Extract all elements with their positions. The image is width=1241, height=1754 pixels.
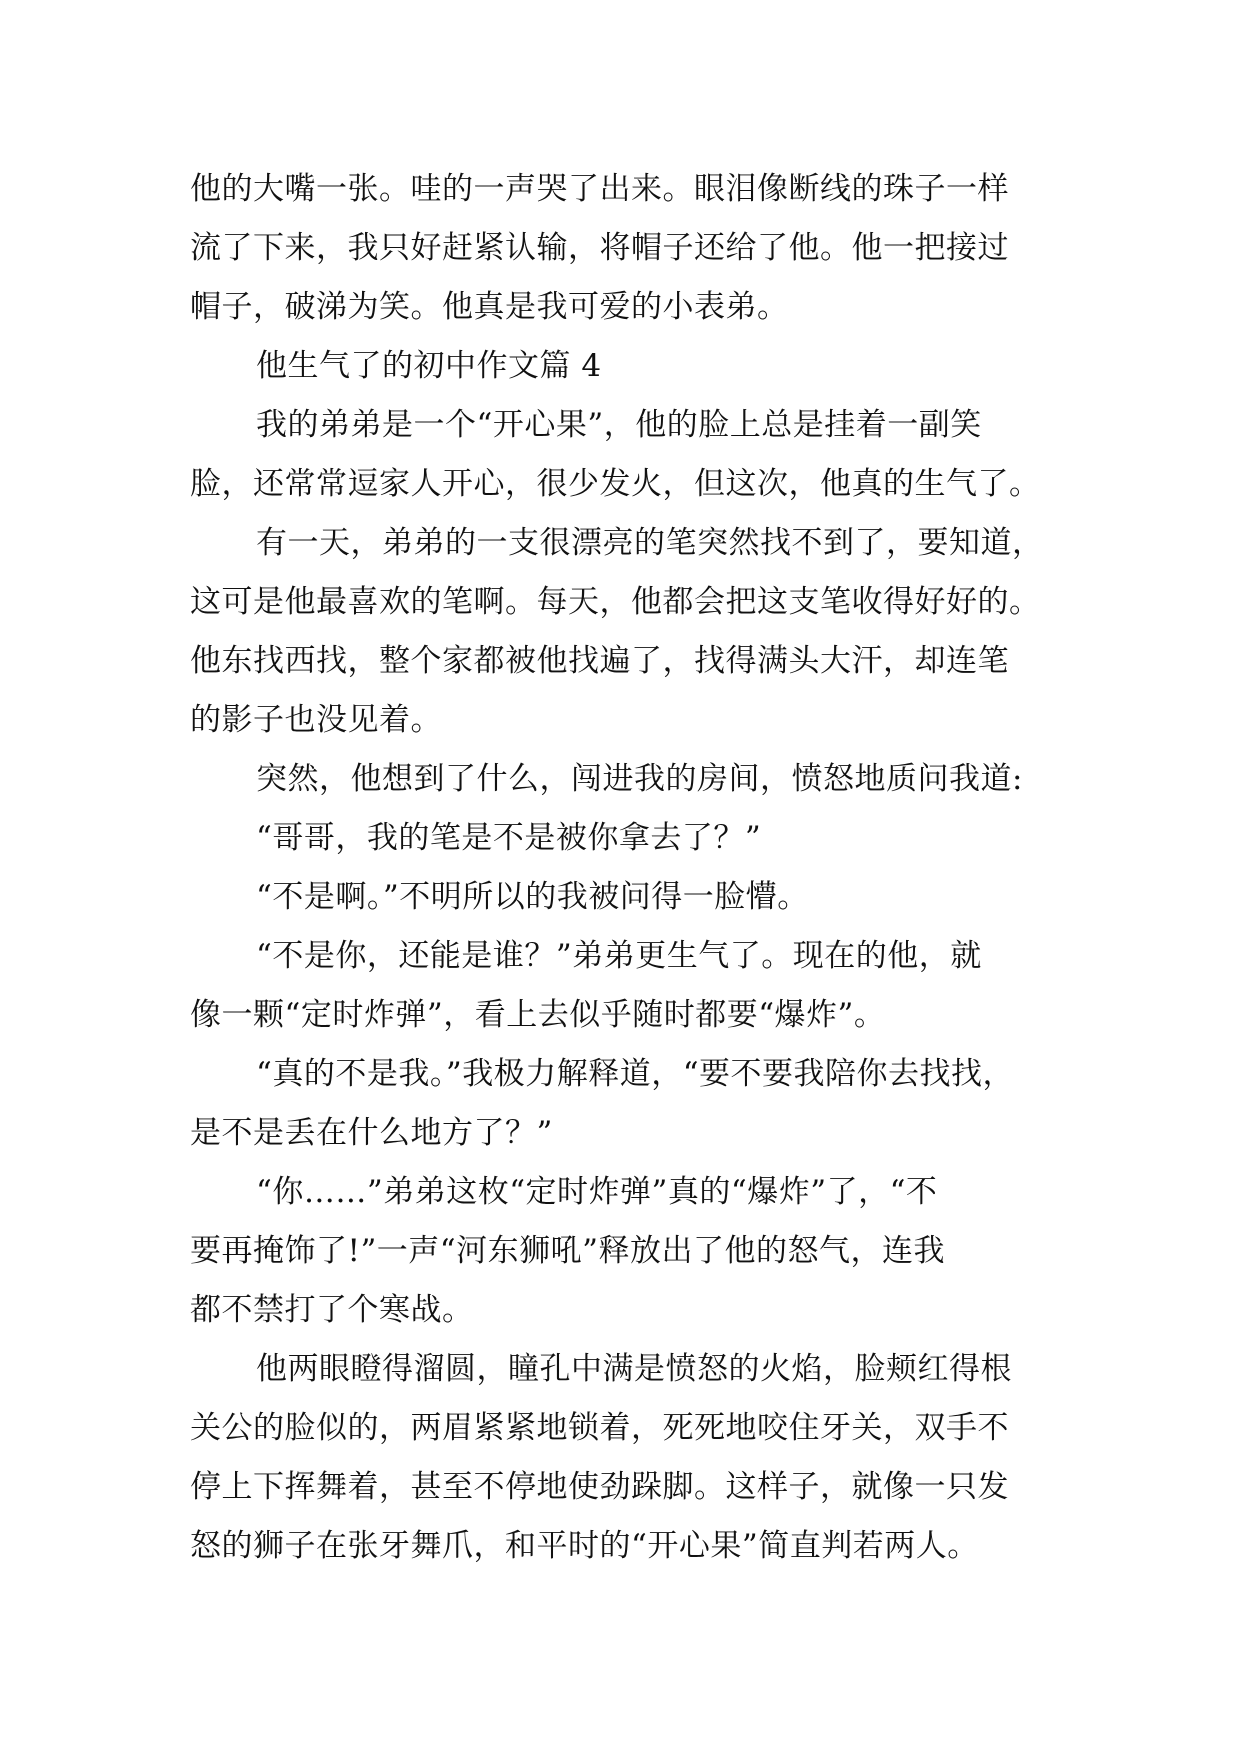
- essay-heading: 他生气了的初中作文篇 4: [256, 348, 602, 384]
- text-line: 流了下来，我只好赶紧认输，将帽子还给了他。他一把接过: [190, 230, 1009, 266]
- text-line: 的影子也没见着。: [190, 702, 442, 738]
- text-line: 我的弟弟是一个“开心果”，他的脸上总是挂着一副笑: [256, 407, 982, 443]
- text-line: “哥哥，我的笔是不是被你拿去了？”: [256, 820, 762, 856]
- essay-body: [190, 160, 1060, 1576]
- text-line: 这可是他最喜欢的笔啊。每天，他都会把这支笔收得好好的。: [190, 584, 1041, 620]
- text-line: 有一天，弟弟的一支很漂亮的笔突然找不到了，要知道，: [256, 525, 1044, 561]
- text-line: 突然，他想到了什么，闯进我的房间，愤怒地质问我道:: [256, 761, 1023, 797]
- text-line: 他东找西找，整个家都被他找遍了，找得满头大汗，却连笔: [190, 643, 1009, 679]
- text-line: 帽子，破涕为笑。他真是我可爱的小表弟。: [190, 289, 789, 325]
- text-line: 要再掩饰了!”一声“河东狮吼”释放出了他的怒气，连我: [190, 1233, 945, 1269]
- text-line: “不是啊。”不明所以的我被问得一脸懵。: [256, 879, 809, 915]
- text-line: “不是你，还能是谁？”弟弟更生气了。现在的他，就: [256, 938, 982, 974]
- text-line: 是不是丢在什么地方了？”: [190, 1115, 553, 1151]
- text-line: “真的不是我。”我极力解释道，“要不要我陪你去找找，: [256, 1056, 1015, 1092]
- text-line: “你……”弟弟这枚“定时炸弹”真的“爆炸”了，“不: [256, 1174, 938, 1210]
- text-line: 怒的狮子在张牙舞爪，和平时的“开心果”简直判若两人。: [190, 1528, 979, 1564]
- text-line: 脸，还常常逗家人开心，很少发火，但这次，他真的生气了。: [190, 466, 1041, 502]
- text-line: 像一颗“定时炸弹”，看上去似乎随时都要“爆炸”。: [190, 997, 886, 1033]
- text-line: 他两眼瞪得溜圆，瞳孔中满是愤怒的火焰，脸颊红得根: [256, 1351, 1012, 1387]
- text-line: 停上下挥舞着，甚至不停地使劲跺脚。这样子，就像一只发: [190, 1469, 1009, 1505]
- text-line: 都不禁打了个寒战。: [190, 1292, 474, 1328]
- text-line: 关公的脸似的，两眉紧紧地锁着，死死地咬住牙关，双手不: [190, 1410, 1009, 1446]
- text-line: 他的大嘴一张。哇的一声哭了出来。眼泪像断线的珠子一样: [190, 171, 1009, 207]
